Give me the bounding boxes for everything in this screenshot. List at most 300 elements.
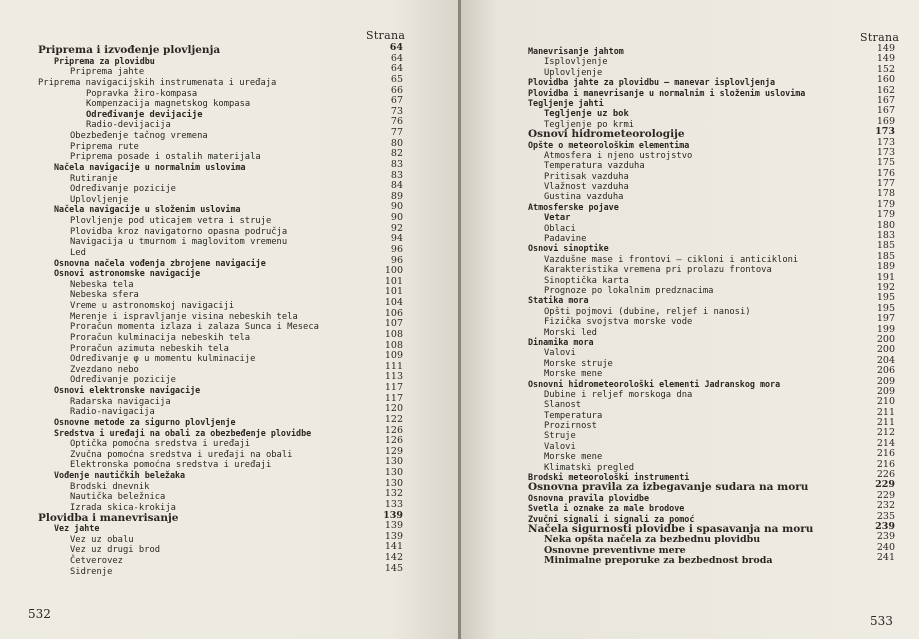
toc-entry-title: Priprema rute xyxy=(70,141,139,152)
toc-entry xyxy=(528,200,895,210)
toc-entry-page: 167 xyxy=(876,94,895,106)
toc-entry xyxy=(38,107,403,118)
toc-entry-page: 139 xyxy=(384,520,403,532)
toc-entry-page: 177 xyxy=(876,178,895,190)
toc-entry xyxy=(38,171,403,182)
toc-entry-page: 117 xyxy=(384,382,403,393)
toc-entry-title: Opšti pojmovi (dubine, reljef i nanosi) xyxy=(544,306,751,317)
toc-entry-page: 235 xyxy=(876,510,895,522)
toc-entry-title: Izrada skica-krokija xyxy=(70,502,176,513)
toc-entry-page: 109 xyxy=(384,350,403,362)
toc-entry xyxy=(528,448,895,463)
toc-entry-page: 167 xyxy=(876,105,895,117)
toc-entry-title: Priprema navigacijskih instrumenata i uređaja xyxy=(38,77,277,88)
toc-entry-page: 77 xyxy=(390,127,403,138)
toc-entry-page: 239 xyxy=(876,531,895,543)
toc-entry-title: Rutiranje xyxy=(70,173,118,184)
toc-entry-page: 200 xyxy=(876,333,895,345)
toc-entry xyxy=(38,128,403,139)
toc-entry-title: Led xyxy=(70,247,86,258)
toc-entry-page: 67 xyxy=(390,95,403,107)
toc-entry-page: 90 xyxy=(390,201,403,213)
toc-entry-title: Uplovljenje xyxy=(70,194,129,205)
toc-entry-title: Prognoze po lokalnim predznacima xyxy=(544,285,714,296)
toc-entry-page: 173 xyxy=(876,146,895,158)
toc-entry-page: 192 xyxy=(876,281,895,293)
toc-entry xyxy=(528,74,895,88)
toc-entry xyxy=(528,138,895,148)
toc-entry-page: 240 xyxy=(876,541,895,553)
toc-entry-page: 195 xyxy=(876,302,895,314)
toc-entry-page: 180 xyxy=(876,219,895,231)
toc-entry xyxy=(38,256,403,267)
toc-entry xyxy=(528,385,895,400)
toc-entry xyxy=(528,219,895,234)
toc-entry-title: Statika mora xyxy=(528,295,589,306)
toc-entry-title: Načela sigurnosti plovidbe i spasavanja na moru xyxy=(528,522,814,535)
toc-entry-page: 130 xyxy=(384,456,403,468)
toc-entry-page: 64 xyxy=(390,52,403,64)
toc-entry-title: Struje xyxy=(544,431,576,442)
toc-entry-title: Osnovne preventivne mere xyxy=(544,544,686,556)
toc-entry-page: 117 xyxy=(384,392,403,404)
toc-entry-page: 101 xyxy=(384,286,403,298)
toc-entry xyxy=(38,500,403,511)
strana-header: Strana xyxy=(860,31,900,44)
toc-entry-page: 195 xyxy=(876,292,895,304)
toc-entry xyxy=(528,531,895,546)
toc-entry xyxy=(38,116,403,131)
toc-entry-title: Isplovljenje xyxy=(544,57,608,68)
toc-entry-page: 96 xyxy=(390,243,403,255)
toc-entry xyxy=(528,491,895,501)
toc-entry-page: 96 xyxy=(390,254,403,266)
toc-entry xyxy=(528,157,895,172)
toc-entry xyxy=(528,520,895,535)
toc-entry-title: Vez jahte xyxy=(54,523,100,534)
toc-entry-title: Vreme u astronomskoj navigaciji xyxy=(70,301,235,311)
toc-entry-page: 149 xyxy=(876,53,895,65)
toc-entry xyxy=(38,180,403,195)
toc-entry-page: 191 xyxy=(876,271,895,283)
right-page xyxy=(461,0,919,639)
toc-entry xyxy=(38,298,403,309)
toc-entry-page: 169 xyxy=(876,115,895,127)
toc-entry xyxy=(528,261,895,276)
toc-entry-page: 152 xyxy=(876,63,895,75)
toc-entry xyxy=(38,54,403,65)
toc-entry-page: 66 xyxy=(390,84,403,96)
toc-entry xyxy=(528,115,895,130)
toc-entry xyxy=(528,44,895,54)
toc-entry-title: Priprema i izvođenje plovljenja xyxy=(38,44,221,56)
toc-entry-page: 92 xyxy=(390,222,403,234)
toc-entry-title: Osnovna pravila plovidbe xyxy=(528,492,650,503)
toc-entry-page: 216 xyxy=(876,458,895,470)
toc-entry-page: 64 xyxy=(390,63,403,75)
toc-entry xyxy=(38,86,403,97)
toc-entry xyxy=(528,281,895,296)
toc-entry-title: Priprema jahte xyxy=(70,67,145,78)
toc-entry-page: 130 xyxy=(384,467,403,478)
toc-entry-page: 197 xyxy=(876,313,895,325)
toc-entry-page: 199 xyxy=(876,323,895,335)
toc-entry-page: 108 xyxy=(384,328,403,340)
toc-entry-title: Određivanje pozicije xyxy=(70,375,176,386)
toc-entry xyxy=(528,105,895,120)
toc-entry-page: 130 xyxy=(384,477,403,489)
toc-entry-page: 122 xyxy=(384,413,403,425)
toc-entry-page: 179 xyxy=(876,209,895,221)
toc-entry xyxy=(38,330,403,341)
toc-entry xyxy=(38,139,403,150)
toc-entry xyxy=(528,500,895,514)
toc-entry-page: 145 xyxy=(384,562,403,574)
toc-entry-page: 178 xyxy=(876,188,895,200)
toc-entry xyxy=(528,230,895,245)
strana-header: Strana xyxy=(366,29,406,42)
toc-entry-page: 210 xyxy=(876,396,895,408)
toc-entry xyxy=(38,341,403,352)
toc-entry-page: 142 xyxy=(384,552,403,563)
toc-entry-title: Načela navigacije u složenim uslovima xyxy=(54,204,241,215)
toc-entry-title: Temperatura xyxy=(544,410,603,421)
toc-entry xyxy=(38,309,403,320)
toc-entry-page: 214 xyxy=(876,437,895,449)
toc-entry-title: Morske mene xyxy=(544,452,603,463)
toc-entry-page: 149 xyxy=(876,43,895,54)
toc-entry-title: Osnovna pravila za izbegavanje sudara na moru xyxy=(528,481,809,494)
toc-entry xyxy=(528,63,895,78)
toc-entry-title: Priprema posade i ostalih materijala xyxy=(70,152,261,163)
toc-entry xyxy=(38,371,403,386)
toc-entry-page: 241 xyxy=(876,552,895,564)
toc-entry-title: Sidrenje xyxy=(70,566,113,577)
toc-entry xyxy=(528,354,895,369)
toc-entry xyxy=(528,302,895,317)
toc-entry-title: Morski led xyxy=(544,327,597,338)
toc-entry-title: Temperatura vazduha xyxy=(544,161,645,172)
toc-entry-title: Osnovi elektronske navigacije xyxy=(54,385,201,395)
toc-entry xyxy=(528,417,895,432)
toc-entry-title: Radio-devijacija xyxy=(86,120,171,131)
toc-entry-page: 232 xyxy=(876,500,895,512)
toc-entry-title: Slanost xyxy=(544,400,582,411)
toc-entry xyxy=(38,95,403,110)
toc-entry xyxy=(528,479,895,494)
toc-entry-title: Vez uz obalu xyxy=(70,534,134,545)
toc-entry-page: 104 xyxy=(384,297,403,308)
toc-entry-page: 108 xyxy=(384,339,403,351)
toc-entry-page: 209 xyxy=(876,375,895,387)
toc-entry xyxy=(528,86,895,96)
toc-entry-title: Kompenzacija magnetskog kompasa xyxy=(86,99,251,110)
toc-entry xyxy=(38,456,403,471)
toc-entry xyxy=(528,323,895,338)
toc-entry-title: Određivanje devijacije xyxy=(86,109,203,120)
toc-entry-page: 106 xyxy=(384,307,403,319)
toc-entry xyxy=(528,437,895,452)
toc-entry xyxy=(38,277,403,288)
toc-entry-page: 65 xyxy=(390,73,403,85)
toc-entry-title: Osnovna načela vođenja zbrojene navigacije xyxy=(54,257,266,268)
toc-entry xyxy=(528,96,895,106)
toc-entry-page: 206 xyxy=(876,365,895,377)
toc-entry-title: Morske struje xyxy=(544,358,613,369)
toc-entry xyxy=(38,266,403,277)
toc-entry xyxy=(528,512,895,522)
toc-entry-page: 200 xyxy=(876,344,895,356)
toc-entry-page: 139 xyxy=(383,509,403,521)
toc-entry-page: 126 xyxy=(384,424,403,436)
toc-entry-title: Određivanje pozicije xyxy=(70,184,176,195)
toc-entry-title: Tegljenje po krmi xyxy=(544,119,635,130)
toc-entry-page: 139 xyxy=(384,530,403,542)
toc-entry xyxy=(528,53,895,68)
toc-entry-page: 173 xyxy=(875,126,895,138)
toc-entry-title: Prozirnost xyxy=(544,421,597,432)
toc-entry xyxy=(38,532,403,543)
toc-entry-title: Valovi xyxy=(544,348,576,359)
toc-entry xyxy=(38,160,403,171)
toc-entry-page: 160 xyxy=(876,74,895,86)
toc-entry xyxy=(38,435,403,450)
toc-entry-page: 89 xyxy=(390,190,403,202)
toc-entry-page: 83 xyxy=(390,169,403,181)
toc-entry-page: 229 xyxy=(876,489,895,501)
toc-entry-title: Navigacija u tmurnom i maglovitom vremenu xyxy=(70,237,288,248)
toc-entry xyxy=(528,469,895,483)
toc-entry xyxy=(528,406,895,421)
toc-entry-title: Plovljenje pod uticajem vetra i struje xyxy=(70,216,272,226)
toc-entry-page: 64 xyxy=(389,42,403,53)
toc-entry-page: 183 xyxy=(876,230,895,242)
toc-entry xyxy=(528,365,895,380)
toc-entry-title: Atmosfera i njeno ustrojstvo xyxy=(544,150,693,161)
toc-entry-title: Uplovljenje xyxy=(544,67,603,78)
toc-entry-title: Određivanje φ u momentu kulminacije xyxy=(70,354,256,365)
toc-entry-title: Zvučna pomoćna sredstva i uređaji na obali xyxy=(70,449,293,460)
toc-entry-page: 126 xyxy=(384,435,403,447)
toc-entry xyxy=(38,488,403,503)
table-of-contents xyxy=(528,43,895,567)
toc-entry-page: 204 xyxy=(876,354,895,366)
toc-entry xyxy=(38,213,403,224)
toc-entry xyxy=(528,458,895,473)
toc-entry-title: Morske mene xyxy=(544,369,603,380)
toc-entry-page: 120 xyxy=(384,403,403,415)
toc-entry-title: Vazdušne mase i frontovi — cikloni i anticikloni xyxy=(544,254,799,265)
toc-entry-title: Osnovne metode za sigurno plovljenje xyxy=(54,416,236,427)
toc-entry-title: Vlažnost vazduha xyxy=(544,182,629,193)
toc-entry-page: 212 xyxy=(876,427,895,439)
toc-entry-title: Načela navigacije u normalnim uslovima xyxy=(54,161,246,172)
toc-entry-title: Vođenje nautičkih beležaka xyxy=(54,470,186,480)
toc-entry xyxy=(528,377,895,387)
toc-entry-title: Priprema za plovidbu xyxy=(54,55,155,66)
toc-entry-page: 94 xyxy=(390,233,403,245)
toc-entry xyxy=(528,188,895,203)
toc-entry xyxy=(528,335,895,345)
toc-entry-title: Nebeska sfera xyxy=(70,290,139,301)
toc-entry-title: Minimalne preporuke za bezbednost broda xyxy=(544,555,773,567)
toc-entry xyxy=(38,148,403,163)
toc-entry-page: 173 xyxy=(876,136,895,148)
toc-entry-title: Popravka žiro-kompasa xyxy=(86,88,198,99)
toc-entry xyxy=(528,240,895,254)
toc-entry-title: Tegljenje uz bok xyxy=(544,109,629,120)
toc-entry-title: Zvučni signali i signali za pomoć xyxy=(528,513,695,524)
toc-entry-page: 107 xyxy=(384,318,403,330)
toc-entry-page: 209 xyxy=(876,385,895,397)
toc-entry-title: Osnovni hidrometeorološki elementi Jadranskog mora xyxy=(528,378,781,389)
toc-entry-page: 185 xyxy=(876,250,895,262)
toc-entry xyxy=(528,552,895,567)
toc-entry-page: 216 xyxy=(876,448,895,460)
toc-entry-title: Tegljenje jahti xyxy=(528,97,604,108)
toc-entry xyxy=(38,479,403,490)
toc-entry xyxy=(528,271,895,286)
toc-entry xyxy=(38,426,403,437)
toc-entry-title: Plovidba jahte za plovidbu — manevar isplovljenja xyxy=(528,77,776,88)
toc-entry xyxy=(38,224,403,235)
toc-entry-page: 82 xyxy=(390,148,403,160)
toc-entry-title: Neka opšta načela za bezbednu plovidbu xyxy=(544,534,761,546)
toc-entry-page: 129 xyxy=(384,445,403,457)
toc-entry-page: 162 xyxy=(876,84,895,96)
toc-entry xyxy=(38,362,403,373)
toc-entry-page: 185 xyxy=(876,240,895,252)
toc-entry-title: Brodski dnevnik xyxy=(70,481,150,492)
toc-entry-title: Četverovez xyxy=(70,556,123,566)
toc-entry xyxy=(528,292,895,306)
toc-entry xyxy=(528,344,895,359)
toc-entry xyxy=(528,541,895,556)
toc-entry-title: Zvezdano nebo xyxy=(70,364,139,375)
toc-entry-page: 84 xyxy=(390,180,403,192)
toc-entry-page: 113 xyxy=(384,371,403,383)
toc-entry-title: Brodski meteorološki instrumenti xyxy=(528,472,690,483)
page-number: 532 xyxy=(28,607,51,621)
toc-entry-page: 83 xyxy=(390,158,403,170)
page-number: 533 xyxy=(870,614,893,628)
toc-entry xyxy=(38,233,403,248)
toc-entry xyxy=(38,541,403,556)
toc-entry xyxy=(38,564,403,575)
toc-entry-title: Svetla i oznake za male brodove xyxy=(528,503,685,514)
toc-entry-page: 73 xyxy=(390,105,403,117)
toc-entry-title: Elektronska pomoćna sredstva i uređaji xyxy=(70,460,272,471)
toc-entry-title: Sredstva i uređaji na obali za obezbeđenje plovidbe xyxy=(54,427,312,438)
toc-entry-page: 111 xyxy=(384,360,403,372)
toc-entry-title: Pritisak vazduha xyxy=(544,171,629,182)
toc-entry-title: Osnovi astronomske navigacije xyxy=(54,268,201,279)
toc-entry xyxy=(38,63,403,78)
toc-entry xyxy=(38,192,403,203)
toc-entry xyxy=(38,286,403,301)
toc-entry-title: Obezbeđenje tačnog vremena xyxy=(70,131,208,141)
toc-entry-page: 133 xyxy=(384,498,403,510)
toc-entry-title: Radio-navigacija xyxy=(70,407,155,418)
toc-entry-page: 211 xyxy=(876,406,895,418)
toc-entry xyxy=(528,250,895,265)
toc-entry xyxy=(528,396,895,411)
toc-entry-title: Proračun momenta izlaza i zalaza Sunca i Meseca xyxy=(70,322,319,333)
toc-entry xyxy=(38,350,403,365)
toc-entry-title: Manevrisanje jahtom xyxy=(528,46,624,56)
toc-entry xyxy=(528,209,895,224)
toc-entry xyxy=(38,394,403,405)
toc-entry-title: Sinoptička karta xyxy=(544,275,629,286)
toc-entry xyxy=(528,427,895,442)
toc-entry xyxy=(528,313,895,328)
toc-entry-page: 132 xyxy=(384,488,403,500)
toc-entry-title: Vetar xyxy=(544,213,571,224)
toc-entry-page: 175 xyxy=(876,157,895,169)
toc-entry-title: Atmosferske pojave xyxy=(528,201,619,212)
toc-entry-title: Oblaci xyxy=(544,223,576,234)
toc-entry xyxy=(38,75,403,86)
toc-entry-title: Plovidba kroz navigatorno opasna područja xyxy=(70,226,288,237)
toc-entry-title: Radarska navigacija xyxy=(70,396,171,407)
toc-entry xyxy=(38,202,403,213)
toc-entry-title: Padavine xyxy=(544,234,587,245)
toc-entry-title: Osnovi sinoptike xyxy=(528,243,609,254)
toc-entry-page: 101 xyxy=(384,275,403,287)
toc-entry xyxy=(38,415,403,426)
toc-entry-page: 76 xyxy=(390,116,403,128)
toc-entry-title: Nebeska tela xyxy=(70,279,134,290)
toc-entry-title: Karakteristika vremena pri prolazu frontova xyxy=(544,265,772,276)
table-of-contents xyxy=(38,42,403,577)
toc-entry-page: 239 xyxy=(875,520,895,532)
toc-entry-title: Proračun azimuta nebeskih tela xyxy=(70,343,229,354)
toc-entry-page: 179 xyxy=(876,198,895,210)
toc-entry-title: Fizička svojstva morske vode xyxy=(544,317,693,328)
toc-entry-title: Proračun kulminacija nebeskih tela xyxy=(70,332,251,343)
toc-entry-title: Merenje i ispravljanje visina nebeskih tela xyxy=(70,311,298,322)
toc-entry xyxy=(38,245,403,256)
toc-entry xyxy=(38,403,403,418)
toc-entry-title: Dubine i reljef morskoga dna xyxy=(544,389,693,400)
toc-entry xyxy=(38,383,403,394)
toc-entry xyxy=(38,468,403,479)
toc-entry-title: Osnovi hidrometeorologije xyxy=(528,128,685,141)
toc-entry-page: 80 xyxy=(390,137,403,149)
toc-entry-page: 229 xyxy=(875,479,895,491)
toc-entry xyxy=(528,146,895,161)
toc-entry-title: Nautička beležnica xyxy=(70,492,166,503)
toc-entry-title: Dinamika mora xyxy=(528,336,594,347)
toc-entry-title: Plovidba i manevrisanje xyxy=(38,511,179,524)
toc-entry-page: 141 xyxy=(384,541,403,553)
toc-entry-title: Plovidba i manevrisanje u normalnim i složenim uslovima xyxy=(528,87,806,98)
toc-entry-title: Klimatski pregled xyxy=(544,462,635,473)
toc-entry-page: 100 xyxy=(384,265,403,277)
toc-entry-title: Optička pomoćna sredstva i uređaji xyxy=(70,439,251,450)
toc-entry-title: Opšte o meteorološkim elementima xyxy=(528,139,690,150)
toc-entry xyxy=(38,511,403,522)
toc-entry-page: 211 xyxy=(876,417,895,429)
toc-entry xyxy=(38,318,403,333)
toc-entry xyxy=(528,167,895,182)
toc-entry-page: 176 xyxy=(876,167,895,179)
toc-entry-page: 226 xyxy=(876,469,895,481)
toc-entry xyxy=(38,521,403,532)
toc-entry xyxy=(38,43,403,54)
toc-entry xyxy=(38,447,403,458)
toc-entry xyxy=(38,553,403,564)
